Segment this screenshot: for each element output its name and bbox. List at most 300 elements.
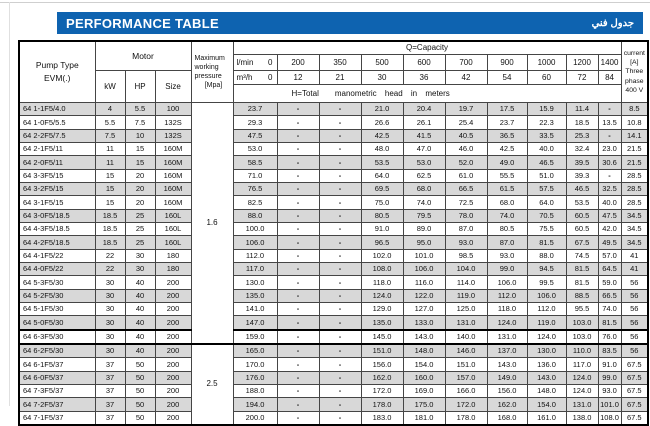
head-cell: 42.0: [598, 222, 621, 235]
head-cell: 91.0: [598, 358, 621, 371]
head-cell: 33.5: [527, 129, 566, 142]
head-cell: 183.0: [361, 411, 403, 425]
head-cell: 119.0: [445, 289, 487, 302]
table-row: [19, 398, 648, 411]
size-column-header: Size: [155, 71, 191, 103]
head-cell: 40.0: [598, 196, 621, 209]
head-cell: -: [277, 371, 319, 384]
page-title: PERFORMANCE TABLE: [66, 15, 219, 31]
kw-cell: 37: [95, 384, 125, 397]
table-row: [19, 249, 648, 262]
size-cell: 200: [155, 358, 191, 371]
m3h-value-21: 21: [319, 71, 361, 85]
lmin-value-600: 600: [403, 55, 445, 71]
pump-type-cell: 64 7-2F5/37: [19, 398, 95, 411]
hp-cell: 25: [125, 209, 155, 222]
table-row: [19, 371, 648, 384]
pump-type-cell: 64 2-1F5/11: [19, 142, 95, 155]
head-cell: 75.0: [361, 196, 403, 209]
pump-type-cell: 64 5-3F5/30: [19, 276, 95, 289]
size-cell: 160L: [155, 236, 191, 249]
head-cell: 68.0: [487, 196, 527, 209]
head-cell: 61.5: [487, 182, 527, 195]
hp-column-header: HP: [125, 71, 155, 103]
pump-type-cell: 64 4-0F5/22: [19, 262, 95, 275]
head-cell: 95.5: [566, 302, 598, 315]
head-cell: 25.3: [566, 129, 598, 142]
head-cell: 135.0: [233, 289, 277, 302]
head-cell: 104.0: [445, 262, 487, 275]
performance-table: [18, 40, 649, 426]
title-bar: [57, 12, 643, 34]
head-cell: 172.0: [361, 384, 403, 397]
head-cell: -: [319, 182, 361, 195]
flow-unit-label: l/min: [236, 57, 254, 67]
current-cell: 34.5: [621, 222, 648, 235]
head-cell: 181.0: [403, 411, 445, 425]
head-cell: 52.0: [445, 156, 487, 169]
lmin-value-1000: 1000: [527, 55, 566, 71]
head-cell: -: [277, 169, 319, 182]
pump-type-cell: 64 4-3F5/18.5: [19, 222, 95, 235]
head-cell: 80.5: [487, 222, 527, 235]
head-cell: 162.0: [487, 398, 527, 411]
head-cell: 42.5: [487, 142, 527, 155]
head-cell: 170.0: [233, 358, 277, 371]
m3h-value-72: 72: [566, 71, 598, 85]
hp-cell: 40: [125, 316, 155, 330]
page-left-rule: [9, 2, 10, 406]
head-cell: 74.0: [487, 209, 527, 222]
table-row: [19, 289, 648, 302]
head-cell: 67.5: [566, 236, 598, 249]
lmin-value-1200: 1200: [566, 55, 598, 71]
head-cell: 117.0: [233, 262, 277, 275]
pump-type-cell: 64 6-2F5/30: [19, 344, 95, 358]
head-cell: 162.0: [361, 371, 403, 384]
head-cell: 91.0: [361, 222, 403, 235]
current-cell: 56: [621, 330, 648, 344]
head-cell: 21.0: [361, 103, 403, 116]
current-cell: 14.1: [621, 129, 648, 142]
head-cell: 23.7: [233, 103, 277, 116]
pump-type-cell: 64 5-0F5/30: [19, 316, 95, 330]
kw-cell: 5.5: [95, 116, 125, 129]
head-cell: 146.0: [445, 344, 487, 358]
head-cell: 151.0: [361, 344, 403, 358]
head-cell: -: [319, 222, 361, 235]
head-cell: 39.5: [566, 156, 598, 169]
head-cell: 194.0: [233, 398, 277, 411]
max-pressure-header: [191, 41, 233, 103]
head-cell: -: [598, 103, 621, 116]
head-cell: 130.0: [233, 276, 277, 289]
head-cell: 168.0: [487, 411, 527, 425]
head-cell: -: [277, 116, 319, 129]
head-cell: 154.0: [403, 358, 445, 371]
pump-type-cell: 64 5-2F5/30: [19, 289, 95, 302]
head-cell: 66.5: [598, 289, 621, 302]
head-cell: 200.0: [233, 411, 277, 425]
head-cell: 147.0: [233, 316, 277, 330]
table-row: [19, 302, 648, 315]
head-cell: 60.5: [566, 209, 598, 222]
table-row: [19, 182, 648, 195]
head-cell: 15.9: [527, 103, 566, 116]
kw-cell: 30: [95, 316, 125, 330]
head-cell: 100.0: [233, 222, 277, 235]
head-cell: 133.0: [403, 316, 445, 330]
head-cell: 53.5: [566, 196, 598, 209]
kw-cell: 15: [95, 196, 125, 209]
head-cell: 101.0: [403, 249, 445, 262]
hp-cell: 50: [125, 398, 155, 411]
hp-cell: 25: [125, 222, 155, 235]
head-cell: -: [277, 209, 319, 222]
current-header: [621, 41, 648, 103]
current-cell: 67.5: [621, 411, 648, 425]
head-cell: 99.0: [598, 371, 621, 384]
current-header-line: Three: [625, 68, 644, 76]
head-cell: 145.0: [361, 330, 403, 344]
hp-cell: 5.5: [125, 103, 155, 116]
head-cell: -: [277, 384, 319, 397]
head-cell: 81.5: [566, 276, 598, 289]
head-cell: 79.5: [403, 209, 445, 222]
head-cell: 17.5: [487, 103, 527, 116]
head-cell: 42.5: [361, 129, 403, 142]
size-cell: 200: [155, 398, 191, 411]
head-cell: 93.0: [487, 249, 527, 262]
head-cell: 75.5: [527, 222, 566, 235]
head-cell: 66.5: [445, 182, 487, 195]
hp-cell: 50: [125, 358, 155, 371]
head-cell: -: [277, 142, 319, 155]
head-cell: 89.0: [403, 222, 445, 235]
size-cell: 200: [155, 411, 191, 425]
head-cell: 81.5: [566, 262, 598, 275]
head-cell: 112.0: [487, 289, 527, 302]
pressure-header-line: working: [194, 63, 219, 71]
head-cell: 61.0: [445, 169, 487, 182]
head-cell: 53.5: [361, 156, 403, 169]
head-cell: 141.0: [233, 302, 277, 315]
table-row: [19, 358, 648, 371]
head-cell: -: [319, 316, 361, 330]
head-cell: -: [319, 330, 361, 344]
head-cell: 136.0: [527, 358, 566, 371]
head-cell: 64.5: [598, 262, 621, 275]
current-cell: 41: [621, 249, 648, 262]
head-cell: 122.0: [403, 289, 445, 302]
head-cell: 137.0: [487, 344, 527, 358]
head-cell: 98.5: [445, 249, 487, 262]
head-cell: 102.0: [361, 249, 403, 262]
head-cell: 178.0: [445, 411, 487, 425]
table-row: [19, 103, 648, 116]
m3h-value-36: 36: [403, 71, 445, 85]
current-cell: 56: [621, 344, 648, 358]
lmin-value-900: 900: [487, 55, 527, 71]
pump-type-cell: 64 4-2F5/18.5: [19, 236, 95, 249]
current-cell: 28.5: [621, 196, 648, 209]
size-cell: 200: [155, 276, 191, 289]
pump-type-cell: 64 3-2F5/15: [19, 182, 95, 195]
m3h-value-54: 54: [487, 71, 527, 85]
pump-type-header: [19, 41, 95, 103]
head-cell: 106.0: [403, 262, 445, 275]
head-cell: 87.0: [487, 236, 527, 249]
head-cell: 49.5: [598, 236, 621, 249]
head-cell: 47.5: [233, 129, 277, 142]
current-cell: 56: [621, 316, 648, 330]
hp-cell: 15: [125, 156, 155, 169]
kw-cell: 15: [95, 182, 125, 195]
pump-type-cell: 64 3-3F5/15: [19, 169, 95, 182]
head-cell: 119.0: [527, 316, 566, 330]
pump-type-cell: 64 3-0F5/18.5: [19, 209, 95, 222]
hp-cell: 50: [125, 411, 155, 425]
pump-type-cell: 64 2-2F5/7.5: [19, 129, 95, 142]
head-cell: 46.5: [566, 182, 598, 195]
head-cell: 143.0: [527, 371, 566, 384]
current-header-line: [A]: [630, 59, 639, 67]
head-cell: 47.0: [403, 142, 445, 155]
head-cell: 143.0: [487, 358, 527, 371]
table-row: [19, 276, 648, 289]
head-cell: 81.5: [527, 236, 566, 249]
size-cell: 200: [155, 302, 191, 315]
head-cell: 60.5: [566, 222, 598, 235]
head-cell: 57.5: [527, 182, 566, 195]
head-cell: 51.0: [527, 169, 566, 182]
hp-cell: 10: [125, 129, 155, 142]
head-cell: 59.0: [598, 276, 621, 289]
table-row: [19, 384, 648, 397]
head-cell: 11.4: [566, 103, 598, 116]
head-cell: 39.3: [566, 169, 598, 182]
head-cell: 110.0: [566, 344, 598, 358]
head-cell: 18.5: [566, 116, 598, 129]
head-cell: 69.5: [361, 182, 403, 195]
head-cell: 19.7: [445, 103, 487, 116]
head-cell: -: [598, 129, 621, 142]
head-cell: 140.0: [445, 330, 487, 344]
hp-cell: 25: [125, 236, 155, 249]
flow-zero-value: 0: [268, 72, 273, 82]
size-cell: 200: [155, 371, 191, 384]
head-cell: -: [319, 116, 361, 129]
current-cell: 28.5: [621, 169, 648, 182]
size-cell: 160M: [155, 182, 191, 195]
pump-type-cell: 64 6-3F5/30: [19, 330, 95, 344]
head-cell: 94.5: [527, 262, 566, 275]
head-cell: 106.0: [233, 236, 277, 249]
head-cell: -: [319, 371, 361, 384]
head-cell: 93.0: [445, 236, 487, 249]
head-cell: 23.7: [487, 116, 527, 129]
m3h-value-30: 30: [361, 71, 403, 85]
lmin-unit-cell: [233, 55, 277, 71]
hp-cell: 40: [125, 344, 155, 358]
hp-cell: 40: [125, 330, 155, 344]
head-cell: -: [277, 196, 319, 209]
pump-type-cell: 64 1-1F5/4.0: [19, 103, 95, 116]
head-cell: 106.0: [527, 289, 566, 302]
total-head-text: manometric head in meters: [334, 88, 450, 98]
pump-type-cell: 64 7-3F5/37: [19, 384, 95, 397]
lmin-value-200: 200: [277, 55, 319, 71]
head-cell: 20.4: [403, 103, 445, 116]
head-cell: -: [319, 276, 361, 289]
size-cell: 200: [155, 384, 191, 397]
head-cell: 154.0: [527, 398, 566, 411]
head-cell: 53.0: [403, 156, 445, 169]
head-cell: 99.5: [527, 276, 566, 289]
kw-cell: 37: [95, 371, 125, 384]
head-cell: 99.0: [487, 262, 527, 275]
head-cell: 88.5: [566, 289, 598, 302]
table-row: [19, 262, 648, 275]
m3h-value-84: 84: [598, 71, 621, 85]
head-cell: 176.0: [233, 371, 277, 384]
kw-cell: 15: [95, 169, 125, 182]
pump-type-cell: 64 7-1F5/37: [19, 411, 95, 425]
capacity-header: Q=Capacity: [233, 41, 621, 55]
head-cell: -: [319, 103, 361, 116]
head-cell: 148.0: [527, 384, 566, 397]
hp-cell: 50: [125, 384, 155, 397]
head-cell: 88.0: [527, 249, 566, 262]
head-cell: -: [319, 209, 361, 222]
head-cell: -: [277, 156, 319, 169]
size-cell: 132S: [155, 116, 191, 129]
kw-column-header: kW: [95, 71, 125, 103]
table-row: [19, 116, 648, 129]
kw-cell: 37: [95, 411, 125, 425]
pump-type-header-line1: Pump Type: [35, 60, 79, 71]
current-cell: 41: [621, 262, 648, 275]
head-cell: 32.5: [598, 182, 621, 195]
head-cell: 124.0: [566, 371, 598, 384]
head-cell: 124.0: [361, 289, 403, 302]
head-cell: -: [319, 236, 361, 249]
size-cell: 160M: [155, 196, 191, 209]
size-cell: 180: [155, 262, 191, 275]
head-cell: 178.0: [361, 398, 403, 411]
pressure-header-line: Maximum: [194, 54, 225, 62]
head-cell: 112.0: [527, 302, 566, 315]
head-cell: -: [319, 344, 361, 358]
head-cell: 129.0: [361, 302, 403, 315]
head-cell: 95.0: [403, 236, 445, 249]
head-cell: 32.4: [566, 142, 598, 155]
pump-type-cell: 64 5-1F5/30: [19, 302, 95, 315]
head-cell: 151.0: [445, 358, 487, 371]
head-cell: 131.0: [487, 330, 527, 344]
head-cell: 106.0: [487, 276, 527, 289]
size-cell: 200: [155, 330, 191, 344]
head-cell: -: [319, 411, 361, 425]
table-row: [19, 236, 648, 249]
head-cell: 58.5: [233, 156, 277, 169]
size-cell: 160L: [155, 209, 191, 222]
kw-cell: 22: [95, 262, 125, 275]
size-cell: 160M: [155, 142, 191, 155]
size-cell: 180: [155, 249, 191, 262]
current-cell: 67.5: [621, 371, 648, 384]
head-cell: 157.0: [445, 371, 487, 384]
kw-cell: 7.5: [95, 129, 125, 142]
pump-type-cell: 64 2-0F5/11: [19, 156, 95, 169]
head-cell: 29.3: [233, 116, 277, 129]
head-cell: 13.5: [598, 116, 621, 129]
head-cell: -: [319, 142, 361, 155]
head-cell: 156.0: [487, 384, 527, 397]
head-cell: 118.0: [361, 276, 403, 289]
head-cell: 74.5: [566, 249, 598, 262]
head-cell: 127.0: [403, 302, 445, 315]
kw-cell: 30: [95, 289, 125, 302]
head-cell: 22.3: [527, 116, 566, 129]
head-cell: 131.0: [445, 316, 487, 330]
table-row: [19, 169, 648, 182]
head-cell: 160.0: [403, 371, 445, 384]
head-cell: 81.5: [598, 316, 621, 330]
lmin-value-500: 500: [361, 55, 403, 71]
page-top-rule: [0, 2, 650, 3]
head-cell: 117.0: [566, 358, 598, 371]
table-row: [19, 156, 648, 169]
head-cell: 172.0: [445, 398, 487, 411]
head-cell: 26.6: [361, 116, 403, 129]
pressure-group-value: 2.5: [191, 344, 233, 425]
total-head-header: [233, 85, 621, 103]
head-cell: 55.5: [487, 169, 527, 182]
head-cell: 103.0: [566, 316, 598, 330]
head-cell: 83.5: [598, 344, 621, 358]
head-cell: 62.5: [403, 169, 445, 182]
head-cell: 188.0: [233, 384, 277, 397]
size-cell: 100: [155, 103, 191, 116]
head-cell: 70.5: [527, 209, 566, 222]
pressure-header-line: [Mpa]: [204, 82, 223, 90]
pump-type-cell: 64 6-0F5/37: [19, 371, 95, 384]
head-cell: 46.5: [527, 156, 566, 169]
size-cell: 200: [155, 344, 191, 358]
pump-type-cell: 64 6-1F5/37: [19, 358, 95, 371]
pump-type-cell: 64 3-1F5/15: [19, 196, 95, 209]
head-cell: 74.0: [598, 302, 621, 315]
size-cell: 200: [155, 289, 191, 302]
head-cell: 47.5: [598, 209, 621, 222]
head-cell: 41.5: [403, 129, 445, 142]
head-cell: 96.5: [361, 236, 403, 249]
head-cell: 53.0: [233, 142, 277, 155]
flow-unit-label: m³/h: [236, 72, 253, 82]
head-cell: 130.0: [527, 344, 566, 358]
head-cell: -: [277, 103, 319, 116]
current-cell: 56: [621, 276, 648, 289]
current-cell: 67.5: [621, 358, 648, 371]
head-cell: 78.0: [445, 209, 487, 222]
table-row: [19, 129, 648, 142]
head-cell: -: [319, 358, 361, 371]
head-cell: 161.0: [527, 411, 566, 425]
head-cell: -: [277, 249, 319, 262]
head-cell: 124.0: [527, 330, 566, 344]
kw-cell: 18.5: [95, 209, 125, 222]
